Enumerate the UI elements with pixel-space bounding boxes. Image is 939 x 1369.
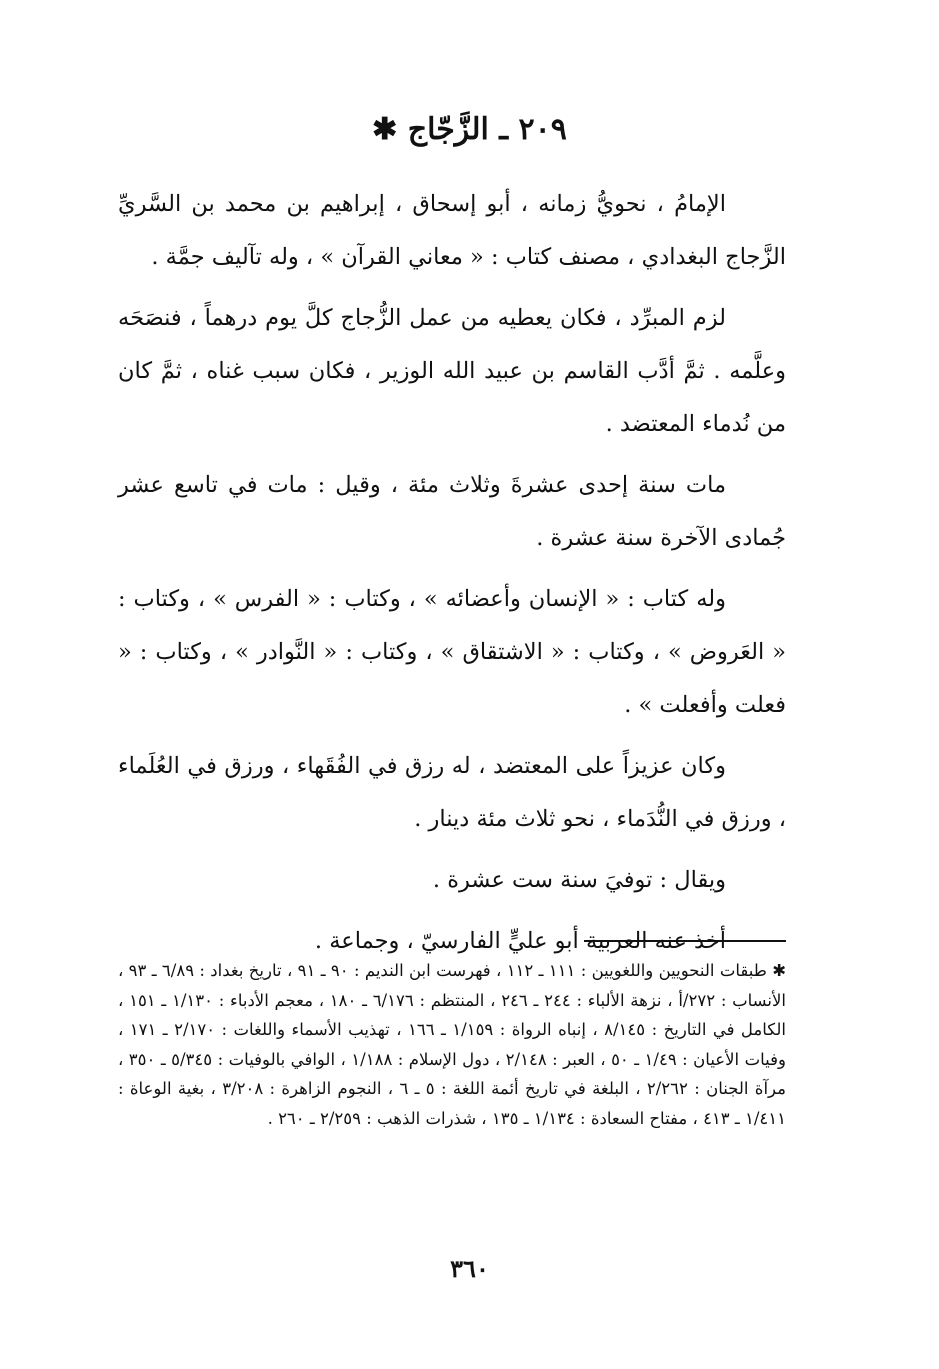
paragraph-stipend: وكان عزيزاً على المعتضد ، له رزق في الفُقَهاء ، ورزق في العُلَماء ، ورزق في النُّدَماء ، نحو ثلاث مئة دينار .: [118, 753, 786, 832]
paragraph-death: مات سنة إحدى عشرةَ وثلاث مئة ، وقيل : مات في تاسع عشر جُمادى الآخرة سنة عشرة .: [118, 472, 786, 551]
paragraph-teachers: لزم المبرِّد ، فكان يعطيه من عمل الزُّجاج كلَّ يوم درهماً ، فنصَحَه وعلَّمه . ثمَّ أدَّب القاسم بن عبيد الله الوزير ، فكان سبب غناه ، ثمَّ كان من نُدماء المعتضد .: [118, 305, 786, 437]
footnote-sources: ✱ طبقات النحويين واللغويين : ١١١ ـ ١١٢ ، فهرست ابن النديم : ٩٠ ـ ٩١ ، تاريخ بغداد : ٦/٨٩ ـ ٩٣ ، الأنساب : ٢٧٢/أ ، نزهة الألباء : ٢٤٤ ـ ٢٤٦ ، المنتظم : ٦/١٧٦ ـ ١٨٠ ، معجم الأدباء : ١/١٣٠ ـ ١٥١ ، الكامل في التاريخ : ٨/١٤٥ ، إنباه الرواة : ١/١٥٩ ـ ١٦٦ ، تهذيب الأسماء واللغات : ٢/١٧٠ ـ ١٧١ ، وفيات الأعيان : ١/٤٩ ـ ٥٠ ، العبر : ٢/١٤٨ ، دول الإسلام : ١/١٨٨ ، الوافي بالوفيات : ٥/٣٤٥ ـ ٣٥٠ ، مرآة الجنان : ٢/٢٦٢ ، البلغة في تاريخ أئمة اللغة : ٥ ـ ٦ ، النجوم الزاهرة : ٣/٢٠٨ ، بغية الوعاة : ١/٤١١ ـ ٤١٣ ، مفتاح السعادة : ١/١٣٤ ـ ١٣٥ ، شذرات الذهب : ٢/٢٥٩ ـ ٢٦٠ .: [118, 961, 787, 1128]
paragraph-biography: الإمامُ ، نحويُّ زمانه ، أبو إسحاق ، إبراهيم بن محمد بن السَّريِّ الزَّجاج البغدادي ، مصنف كتاب : « معاني القرآن » ، وله تآليف جمَّة .: [118, 191, 786, 270]
entry-heading: ٢٠٩ ـ الزَّجّاج ✱: [372, 112, 567, 147]
entry-body: [118, 178, 786, 976]
paragraph-works: وله كتاب : « الإنسان وأعضائه » ، وكتاب : « الفرس » ، وكتاب : « العَروض » ، وكتاب : « الاشتقاق » ، وكتاب : « النَّوادر » ، وكتاب : « فعلت وأفعلت » .: [118, 586, 786, 718]
paragraph-students: أخذ عنه العربية أبو عليٍّ الفارسيّ ، وجماعة .: [314, 928, 726, 954]
footnote-divider: [584, 940, 786, 942]
page-number: ٣٦٠: [450, 1254, 489, 1283]
paragraph-alt-death: ويقال : توفيَ سنة ست عشرة .: [432, 867, 726, 893]
footnote-block: [118, 956, 786, 1133]
